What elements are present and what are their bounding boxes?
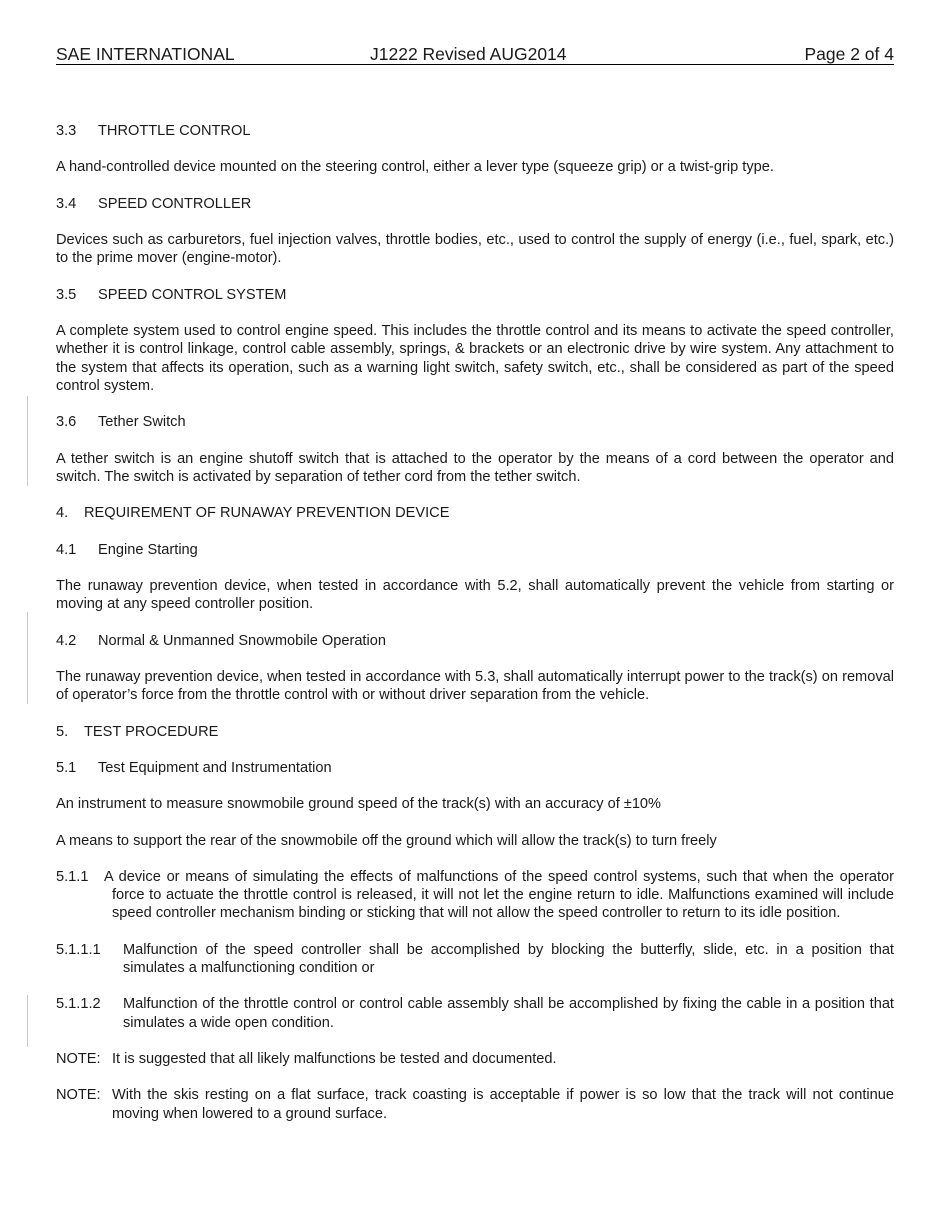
header-page-number: Page 2 of 4 bbox=[804, 44, 894, 64]
revision-bar bbox=[27, 995, 28, 1047]
section-heading: 4. REQUIREMENT OF RUNAWAY PREVENTION DEVICE bbox=[56, 505, 450, 522]
subsection-5-1-1-1: 5.1.1.1 Malfunction of the speed controller shall be accomplished by blocking the butterfly, slide, etc. in a position that simulates a malfunctioning condition or bbox=[56, 941, 894, 977]
revision-bar bbox=[27, 396, 28, 486]
section-heading: 5.1 Test Equipment and Instrumentation bbox=[56, 759, 332, 776]
section-heading: 3.6 Tether Switch bbox=[56, 414, 186, 431]
section-text: Devices such as carburetors, fuel injection valves, throttle bodies, etc., used to control the supply of energy (i.e., fuel, spark, etc.) to the prime mover (engine-motor). bbox=[56, 232, 894, 267]
subsection-5-1-1: 5.1.1 A device or means of simulating the effects of malfunctions of the speed control systems, such that when the operator force to actuate the throttle control is released, it will not let the engine return to idle. Malfunctions examined will include speed controller mechanism binding or sticking that will not allow the speed controller to return to its idle position. bbox=[56, 869, 894, 922]
section-text: The runaway prevention device, when tested in accordance with 5.3, shall automatically interrupt power to the track(s) on removal of operator’s force from the throttle control with or without driver separation from the vehicle. bbox=[56, 668, 894, 704]
section-text: A hand-controlled device mounted on the steering control, either a lever type (squeeze grip) or a twist-grip type. bbox=[56, 159, 774, 176]
page-header bbox=[56, 44, 894, 65]
section-heading: 4.2 Normal & Unmanned Snowmobile Operation bbox=[56, 632, 386, 649]
section-text: An instrument to measure snowmobile ground speed of the track(s) with an accuracy of ±10% bbox=[56, 796, 662, 813]
revision-bar bbox=[27, 612, 28, 704]
header-org: SAE INTERNATIONAL bbox=[56, 44, 235, 64]
note-2: NOTE: With the skis resting on a flat surface, track coasting is acceptable if power is so low that the track will not continue moving when lowered to a ground surface. bbox=[56, 1087, 894, 1122]
section-heading: 3.3 THROTTLE CONTROL bbox=[56, 123, 251, 139]
section-text: A tether switch is an engine shutoff switch that is attached to the operator by the means of a cord between the operator and switch. The switch is activated by separation of tether cord from the tether switch. bbox=[56, 450, 894, 485]
section-text: A means to support the rear of the snowmobile off the ground which will allow the track(s) to turn freely bbox=[56, 832, 717, 849]
section-heading: 5. TEST PROCEDURE bbox=[56, 723, 219, 740]
section-heading: 4.1 Engine Starting bbox=[56, 541, 198, 558]
document-body bbox=[56, 122, 894, 1141]
section-heading: 3.4 SPEED CONTROLLER bbox=[56, 195, 252, 212]
subsection-5-1-1-2: 5.1.1.2 Malfunction of the throttle control or control cable assembly shall be accomplished by fixing the cable in a position that simulates a wide open condition. bbox=[56, 996, 894, 1031]
note-1: NOTE: It is suggested that all likely malfunctions be tested and documented. bbox=[56, 1051, 557, 1068]
section-text: The runaway prevention device, when tested in accordance with 5.2, shall automatically prevent the vehicle from starting or moving at any speed controller position. bbox=[56, 577, 894, 613]
header-doc-id: J1222 Revised AUG2014 bbox=[370, 44, 567, 64]
section-heading: 3.5 SPEED CONTROL SYSTEM bbox=[56, 286, 287, 303]
section-text: A complete system used to control engine speed. This includes the throttle control and its means to activate the speed controller, whether it is control linkage, control cable assembly, springs, & brackets or an electronic drive by wire system. Any attachment to the system that affects its operation, such as a warning light switch, safety switch, etc., shall be considered as part of the speed control system. bbox=[56, 323, 894, 394]
